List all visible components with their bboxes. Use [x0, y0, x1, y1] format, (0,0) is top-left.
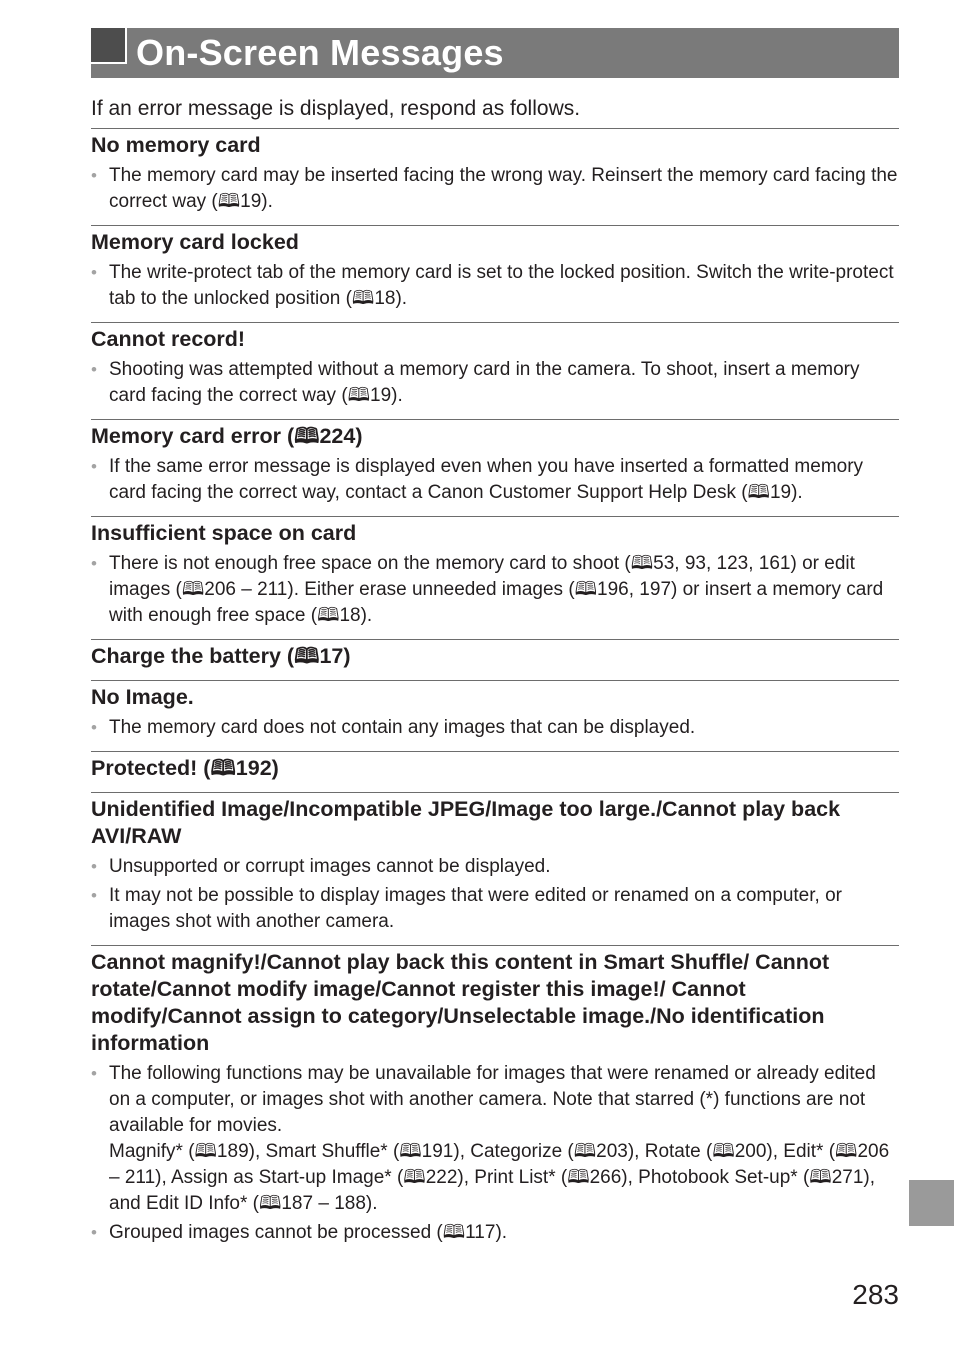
bullet-list — [91, 163, 899, 215]
message-heading: Cannot record! — [91, 327, 246, 351]
page-number: 283 — [852, 1279, 899, 1310]
message-entry — [91, 419, 899, 506]
message-heading: Protected! (🕮192) — [91, 756, 279, 780]
bullet-item: • If the same error message is displayed even when you have inserted a formatted memory card facing the correct way, contact a Canon Customer Support Help Desk (🕮19). — [91, 454, 899, 506]
bullet-list — [91, 715, 899, 741]
message-heading: No Image. — [91, 685, 194, 709]
bullet-item: • The write-protect tab of the memory card is set to the locked position. Switch the write-protect tab to the unlocked position (🕮18). — [91, 260, 899, 312]
message-entry — [91, 751, 899, 782]
message-entry — [91, 516, 899, 629]
chapter-tab — [909, 1180, 954, 1226]
bullet-list — [91, 454, 899, 506]
message-heading: Cannot magnify!/Cannot play back this content in Smart Shuffle/ Cannot rotate/Cannot modify image/Cannot register this image!/ Cannot modify/Cannot assign to category/Unselectable image./No identification information — [91, 950, 830, 1055]
banner-square-marker — [91, 28, 127, 64]
bullet-list — [91, 551, 899, 629]
bullet-item: • The memory card may be inserted facing the wrong way. Reinsert the memory card facing the correct way (🕮19). — [91, 163, 899, 215]
page-title: On-Screen Messages — [136, 32, 504, 73]
message-entry — [91, 128, 899, 215]
bullet-item: • The memory card does not contain any images that can be displayed. — [91, 715, 899, 741]
intro-text: If an error message is displayed, respond as follows. — [91, 97, 581, 120]
bullet-list — [91, 260, 899, 312]
message-entry — [91, 322, 899, 409]
message-heading: Memory card locked — [91, 230, 299, 254]
message-entry — [91, 680, 899, 741]
bullet-list — [91, 1061, 899, 1246]
messages-list — [91, 128, 899, 1256]
bullet-item: • Grouped images cannot be processed (🕮117). — [91, 1220, 899, 1246]
message-entry — [91, 792, 899, 935]
bullet-item — [91, 1061, 899, 1217]
bullet-item: • It may not be possible to display images that were edited or renamed on a computer, or images shot with another camera. — [91, 883, 899, 935]
bullet-list — [91, 357, 899, 409]
message-heading: Charge the battery (🕮17) — [91, 644, 351, 668]
message-entry — [91, 225, 899, 312]
bullet-item: • Unsupported or corrupt images cannot be displayed. — [91, 854, 899, 880]
message-heading: Unidentified Image/Incompatible JPEG/Image too large./Cannot play back AVI/RAW — [91, 797, 841, 848]
message-heading: Insufficient space on card — [91, 521, 357, 545]
bullet-list — [91, 854, 899, 935]
bullet-item: • There is not enough free space on the memory card to shoot (🕮53, 93, 123, 161) or edit images (🕮206 – 211). Either erase unneeded images (🕮196, 197) or insert a memory card with enough free space (🕮18). — [91, 551, 899, 629]
message-heading: Memory card error (🕮224) — [91, 424, 363, 448]
message-entry — [91, 945, 899, 1246]
message-entry — [91, 639, 899, 670]
function-list-text: Magnify* (🕮189), Smart Shuffle* (🕮191), Categorize (🕮203), Rotate (🕮200), Edit* (🕮206 – 211), Assign as Start-up Image* (🕮222), Print List* (🕮266), Photobook Set-up* (🕮271), and Edit ID Info* (🕮187 – 188). — [109, 1141, 890, 1214]
bullet-text: • The following functions may be unavailable for images that were renamed or already edited on a computer, or images shot with another camera. Note that starred (*) functions are not available for movies. — [109, 1063, 876, 1136]
bullet-item: • Shooting was attempted without a memory card in the camera. To shoot, insert a memory card facing the correct way (🕮19). — [91, 357, 899, 409]
message-heading: No memory card — [91, 133, 261, 157]
